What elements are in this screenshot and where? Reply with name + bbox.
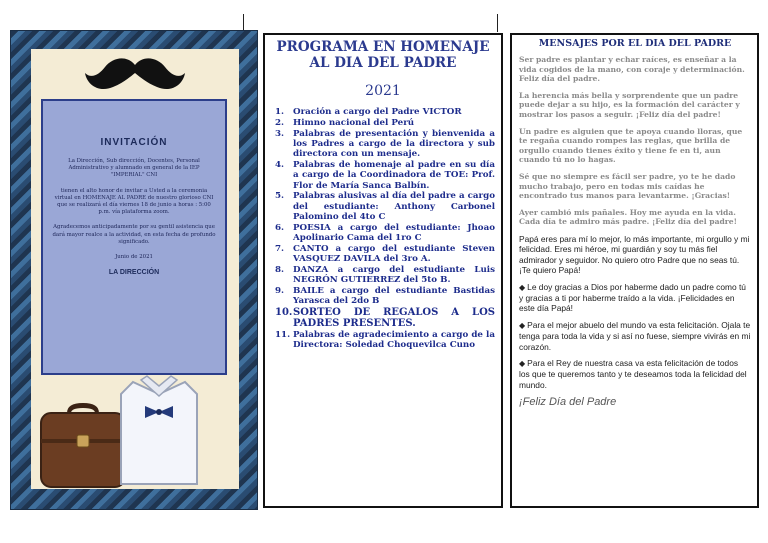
program-item: 7. CANTO a cargo del estudiante Steven VASQUEZ DAVILA del 3ro A. — [275, 243, 495, 265]
invitation-paragraph: La Dirección, Sub dirección, Docentes, Personal Administrativo y alumnado en general de la IEP "IMPERIAL" CNI — [68, 158, 200, 179]
message-bullet-item: ◆ Para el mejor abuelo del mundo va esta felicitación. Ojala te tenga para toda la vida y si así no fuese, siempre vivirás en mi corazón. — [519, 319, 751, 352]
program-item: 3. Palabras de presentación y bienvenida a los Padres a cargo de la directora y sub directora con un mensaje. — [275, 128, 495, 160]
program-item: 9. BAILE a cargo del estudiante Bastidas Yarasca del 2do B — [275, 286, 495, 307]
fold-mark-right — [497, 14, 498, 32]
program-list — [271, 107, 495, 350]
message-paragraph: Un padre es alguien que te apoya cuando lloras, que te regaña cuando rompes las reglas, que brilla de orgullo cuando tienes éxito y tiene fe en ti, aun cuando tú no lo hagas. — [519, 126, 743, 165]
invitation-background — [31, 49, 239, 489]
invitation-paragraph: tienen el alto honor de invitar a Usted a la ceremonia virtual en HOMENAJE AL PADRE de nuestro glorioso CNI que se realizará el día viernes 18 de junio a horas : 5:00 p.m. vía plataforma zoom. — [54, 187, 214, 216]
program-title: PROGRAMA EN HOMENAJE AL DIA DEL PADRE — [276, 39, 490, 71]
program-item: 2. Himno nacional del Perú — [275, 117, 415, 128]
program-item: 11. Palabras de agradecimiento a cargo de la Directora: Soledad Choquevilca Cuno — [275, 329, 495, 350]
diamond-bullet-icon: ◆ — [519, 320, 526, 330]
invitation-signature: LA DIRECCIÓN — [108, 269, 160, 277]
program-item: 1. Oración a cargo del Padre VICTOR — [275, 107, 462, 117]
invitation-paragraph: Agradecemos anticipadamente por su gentil asistencia que dará mayor realce a la actividad, en esta fecha de profundo significado. — [52, 224, 216, 245]
program-panel — [263, 33, 503, 508]
invitation-panel — [10, 30, 258, 510]
shirt-icon — [119, 374, 199, 486]
message-paragraph: Papá eres para mí lo mejor, lo más importante, mi orgullo y mi felicidad. Eres mi héroe, mi guardián y soy tu más fiel admirador y seguidor. No quiero otro Padre que no seas tú. ¡Te quiero Papá! — [519, 233, 750, 276]
message-bullet-item: ◆ Para el Rey de nuestra casa va esta felicitación de todos los que te queremos tanto y te deseamos toda la felicidad del mundo. — [519, 357, 747, 390]
message-paragraph: Sé que no siempre es fácil ser padre, yo te he dado mucho trabajo, pero en todas mis caídas he encontrado tus manos para levantarme. ¡Gracias! — [519, 171, 736, 201]
invitation-date: Junio de 2021 — [115, 254, 153, 261]
message-paragraph: Ser padre es plantar y echar raíces, es enseñar a la vida cogidos de la mano, con coraje y determinación. Feliz día del padre. — [519, 55, 745, 84]
mustache-icon — [83, 51, 187, 95]
messages-title: MENSAJES POR EL DIA DEL PADRE — [538, 38, 732, 49]
program-item: 10. SORTEO DE REGALOS A LOS PADRES PRESENTES. — [275, 307, 495, 330]
program-year: 2021 — [365, 83, 401, 99]
program-item: 4. Palabras de homenaje al padre en su día a cargo de la Coordinadora de TOE: Prof. Flor de María Sanca Balbín. — [275, 159, 495, 191]
briefcase-icon — [37, 401, 129, 491]
program-item: 8. DANZA a cargo del estudiante Luis NEGRÓN GUTIERREZ del 5to B. — [275, 264, 495, 286]
message-paragraph: Ayer cambió mis pañales. Hoy me ayuda en la vida. Cada día te admiro más padre. ¡Feliz día del padre! — [519, 207, 737, 227]
message-bullet-item: ◆ Le doy gracias a Dios por haberme dado un padre como tú y gracias a ti por haberme traído a la vida. ¡Felicidades en este día Papá! — [519, 281, 746, 314]
program-item: 5. Palabras alusivas al día del padre a cargo del estudiante: Anthony Carbonel Palomino del 4to C — [275, 191, 495, 222]
invitation-title: INVITACIÓN — [100, 137, 168, 148]
messages-panel — [510, 33, 759, 508]
closing-greeting: ¡Feliz Día del Padre — [519, 396, 617, 409]
message-paragraph: La herencia más bella y sorprendente que un padre puede dejar a su hijo, es la formación del carácter y mostrar los pasos a seguir. ¡Feliz día del padre! — [519, 90, 740, 119]
diamond-bullet-icon: ◆ — [519, 282, 526, 292]
diamond-bullet-icon: ◆ — [519, 358, 526, 368]
invitation-card — [41, 99, 227, 375]
program-item: 6. POESIA a cargo del estudiante: Jhoao Apolinario Cama del 1ro C — [275, 222, 495, 244]
